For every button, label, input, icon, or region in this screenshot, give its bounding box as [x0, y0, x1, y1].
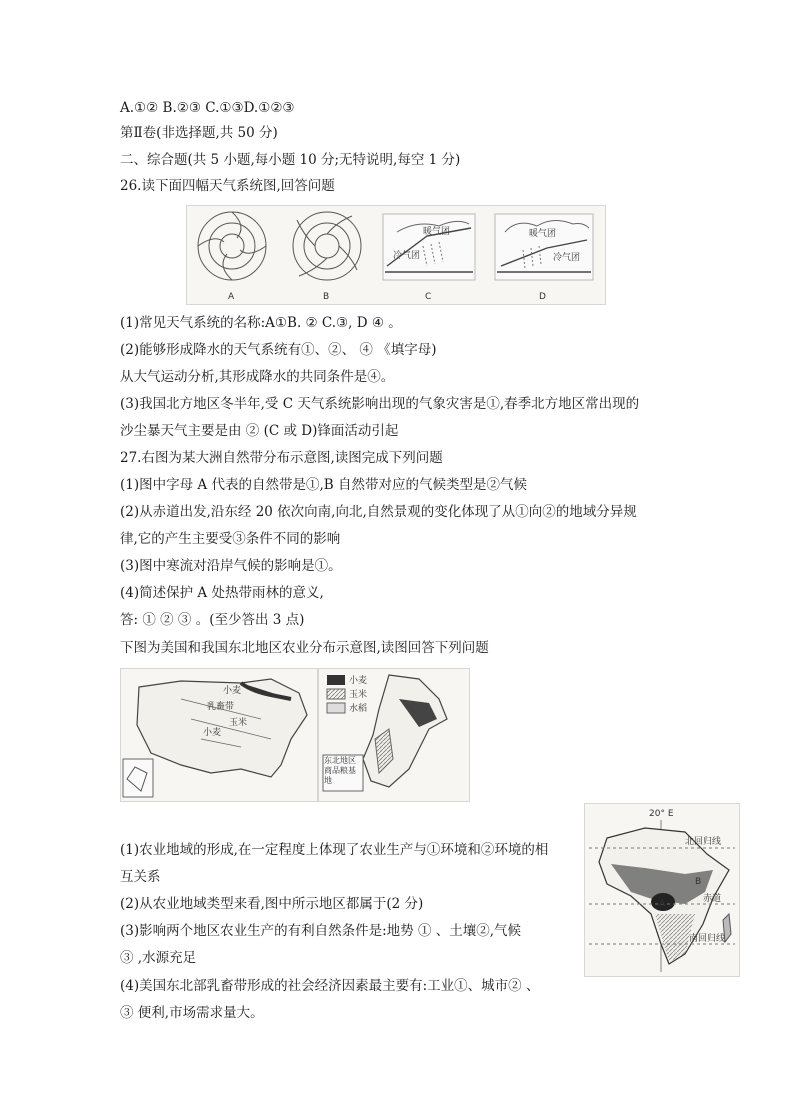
section-instructions: 二、综合题(共 5 小题,每小题 10 分;无特说明,每空 1 分) [120, 152, 461, 168]
q28-part2: (2)从农业地域类型来看,图中所示地区都属于(2 分) [120, 896, 424, 912]
c-cold-mass: 冷气团 [393, 251, 421, 261]
africa-natural-zones-map [584, 803, 740, 977]
q26-part2-cont: 从大气运动分析,其形成降水的共同条件是④。 [120, 369, 395, 385]
weather-label-a: A [228, 292, 235, 302]
d-cold-mass: 冷气团 [553, 253, 581, 263]
q28-part1: (1)农业地域的形成,在一定程度上体现了农业生产与①环境和②环境的相 [120, 842, 549, 858]
africa-label-a: A [659, 899, 666, 909]
q27-part4: (4)简述保护 A 处热带雨林的意义, [120, 585, 324, 601]
africa-meridian-label: 20° E [649, 809, 674, 819]
weather-label-b: B [323, 292, 330, 302]
q28-part3: (3)影响两个地区农业生产的有利自然条件是:地势 ① 、土壤②,气候 [120, 923, 522, 939]
q28-part3-cont: ③ ,水源充足 [120, 950, 197, 966]
weather-diagram-d [495, 214, 593, 280]
q27-answer: 答: ① ② ③ 。(至少答出 3 点) [120, 612, 305, 628]
d-warm-mass: 暖气团 [529, 229, 557, 239]
weather-label-c: C [425, 292, 432, 302]
weather-diagram-b [293, 212, 361, 280]
weather-systems-figure [186, 205, 606, 305]
weather-label-d: D [539, 292, 546, 302]
c-warm-mass: 暖气团 [423, 227, 451, 237]
q27-part1: (1)图中字母 A 代表的自然带是①,B 自然带对应的气候类型是②气候 [120, 477, 527, 493]
q26-part2: (2)能够形成降水的天气系统有①、②、 ④ 《填字母) [120, 342, 437, 358]
africa-equator: 赤道 [703, 894, 722, 904]
answer-options-line: A.①② B.②③ C.①③D.①②③ [120, 100, 295, 116]
us-agriculture-map [120, 668, 318, 802]
us-label-wheat-north: 小麦 [223, 686, 242, 696]
ne-china-agriculture-map [318, 668, 470, 802]
us-label-corn: 玉米 [229, 718, 248, 728]
q27-part3: (3)图中寒流对沿岸气候的影响是①。 [120, 558, 342, 574]
q28-intro: 下图为美国和我国东北地区农业分布示意图,读图回答下列问题 [120, 640, 489, 656]
africa-label-b: B [695, 877, 702, 887]
weather-diagram-c [383, 214, 475, 280]
q26-part3-cont: 沙尘暴天气主要是由 ② (C 或 D)锋面活动引起 [120, 423, 399, 439]
q26-part3: (3)我国北方地区冬半年,受 C 天气系统影响出现的气象灾害是①,春季北方地区常出现的 [120, 396, 640, 412]
q28-part4-cont: ③ 便利,市场需求量大。 [120, 1005, 264, 1021]
q27-part2-cont: 律,它的产生主要受③条件不同的影响 [120, 531, 341, 547]
ne-legend-rice: 水稻 [349, 704, 368, 714]
weather-diagram-a [198, 212, 266, 280]
us-label-wheat-south: 小麦 [203, 728, 222, 738]
q28-part4: (4)美国东北部乳畜带形成的社会经济因素最主要有:工业①、城市② 、 [120, 978, 540, 994]
ne-legend-wheat: 小麦 [349, 676, 368, 686]
section-title: 第Ⅱ卷(非选择题,共 50 分) [120, 125, 278, 141]
q26-part1: (1)常见天气系统的名称:A①B. ② C.③, D ④ 。 [120, 315, 402, 331]
ne-note: 东北地区商品粮基地 [324, 756, 356, 785]
ne-legend-corn: 玉米 [349, 690, 368, 700]
us-label-dairy: 乳畜带 [207, 702, 235, 712]
africa-tropic-cancer: 北回归线 [685, 837, 722, 847]
africa-tropic-capricorn: 南回归线 [689, 934, 726, 944]
question-27-title: 27.右图为某大洲自然带分布示意图,读图完成下列问题 [120, 450, 443, 466]
q28-part1-cont: 互关系 [120, 869, 161, 885]
q27-part2: (2)从赤道出发,沿东经 20 依次向南,向北,自然景观的变化体现了从①向②的地域分异规 [120, 504, 637, 520]
question-26-title: 26.读下面四幅天气系统图,回答问题 [120, 178, 335, 194]
